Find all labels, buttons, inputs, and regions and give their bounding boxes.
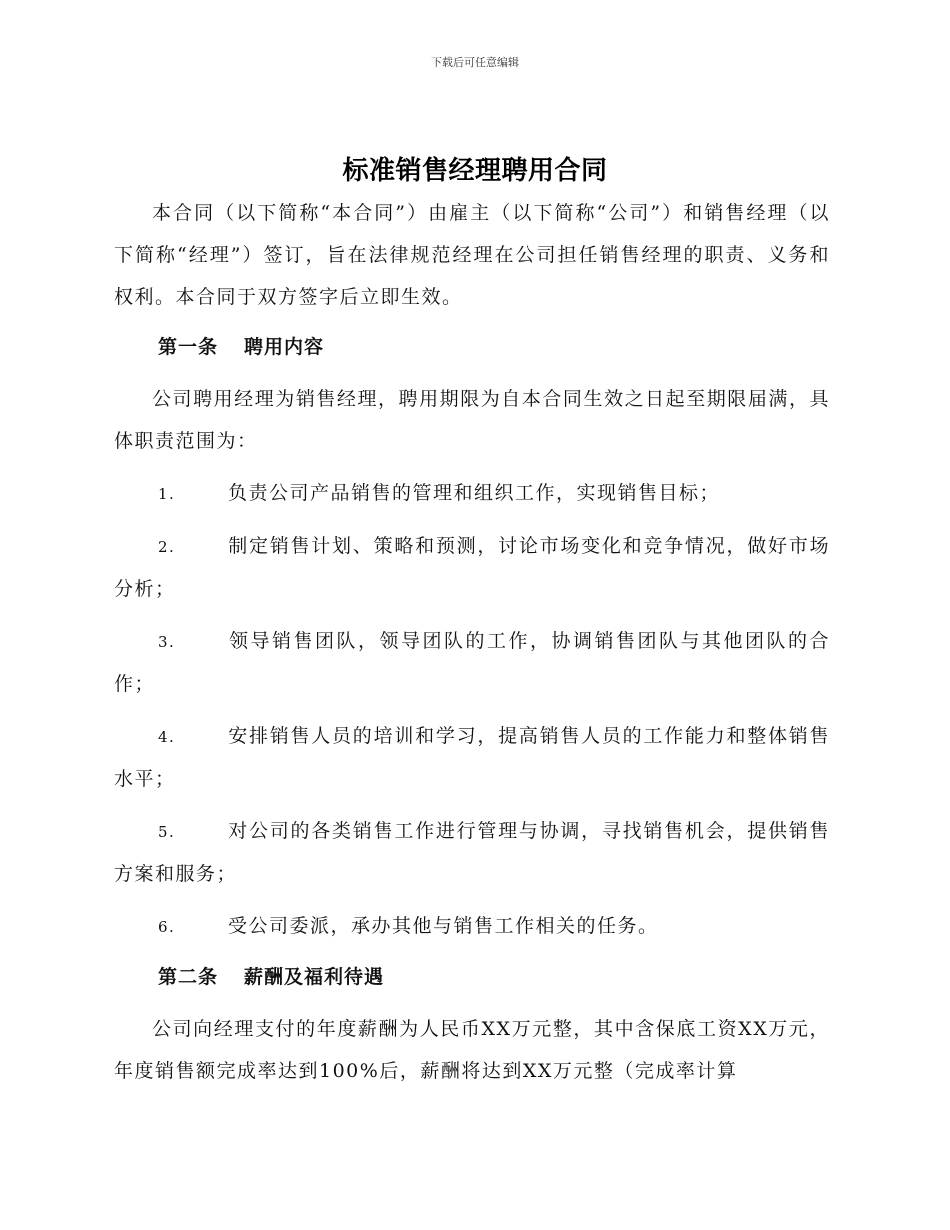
section-2-paragraph: 公司向经理支付的年度薪酬为人民币XX万元整，其中含保底工资XX万元，年度销售额完成率达到100%后，薪酬将达到XX万元整（完成率计算 bbox=[114, 1018, 830, 1082]
list-item bbox=[114, 905, 830, 948]
list-item-text: 领导销售团队，领导团队的工作，协调销售团队与其他团队的合作； bbox=[114, 630, 830, 695]
list-item-number: 5. bbox=[158, 823, 176, 841]
list-item bbox=[114, 715, 830, 800]
list-item bbox=[114, 620, 830, 705]
document-body bbox=[114, 192, 830, 1092]
section-2-heading bbox=[114, 956, 830, 998]
list-item-number: 2. bbox=[158, 538, 176, 556]
list-item-number: 6. bbox=[158, 918, 176, 936]
list-item-text: 负责公司产品销售的管理和组织工作，实现销售目标； bbox=[228, 482, 721, 504]
list-item bbox=[114, 810, 830, 895]
list-item-text: 制定销售计划、策略和预测，讨论市场变化和竞争情况，做好市场分析； bbox=[114, 535, 830, 600]
list-item bbox=[114, 525, 830, 610]
list-item-number: 1. bbox=[158, 485, 176, 503]
list-item-number: 4. bbox=[158, 728, 176, 746]
section-1-heading bbox=[114, 326, 830, 368]
intro-paragraph: 本合同（以下简称“本合同”）由雇主（以下简称“公司”）和销售经理（以下简称“经理”）签订，旨在法律规范经理在公司担任销售经理的职责、义务和权利。本合同于双方签字后立即生效。 bbox=[114, 202, 830, 308]
list-item-text: 安排销售人员的培训和学习，提高销售人员的工作能力和整体销售水平； bbox=[114, 725, 830, 790]
list-item-text: 对公司的各类销售工作进行管理与协调，寻找销售机会，提供销售方案和服务； bbox=[114, 820, 830, 885]
section-2-title: 薪酬及福利待遇 bbox=[244, 966, 385, 988]
section-1-title: 聘用内容 bbox=[244, 336, 325, 358]
header-note: 下载后可任意编辑 bbox=[431, 56, 519, 69]
document-title: 标准销售经理聘用合同 bbox=[342, 156, 608, 186]
section-1-paragraph: 公司聘用经理为销售经理，聘用期限为自本合同生效之日起至期限届满，具体职责范围为： bbox=[114, 388, 830, 452]
section-2-label: 第二条 bbox=[158, 966, 219, 988]
section-1-label: 第一条 bbox=[158, 336, 219, 358]
list-item-text: 受公司委派，承办其他与销售工作相关的任务。 bbox=[228, 915, 659, 937]
list-item bbox=[114, 472, 830, 515]
list-item-number: 3. bbox=[158, 633, 176, 651]
